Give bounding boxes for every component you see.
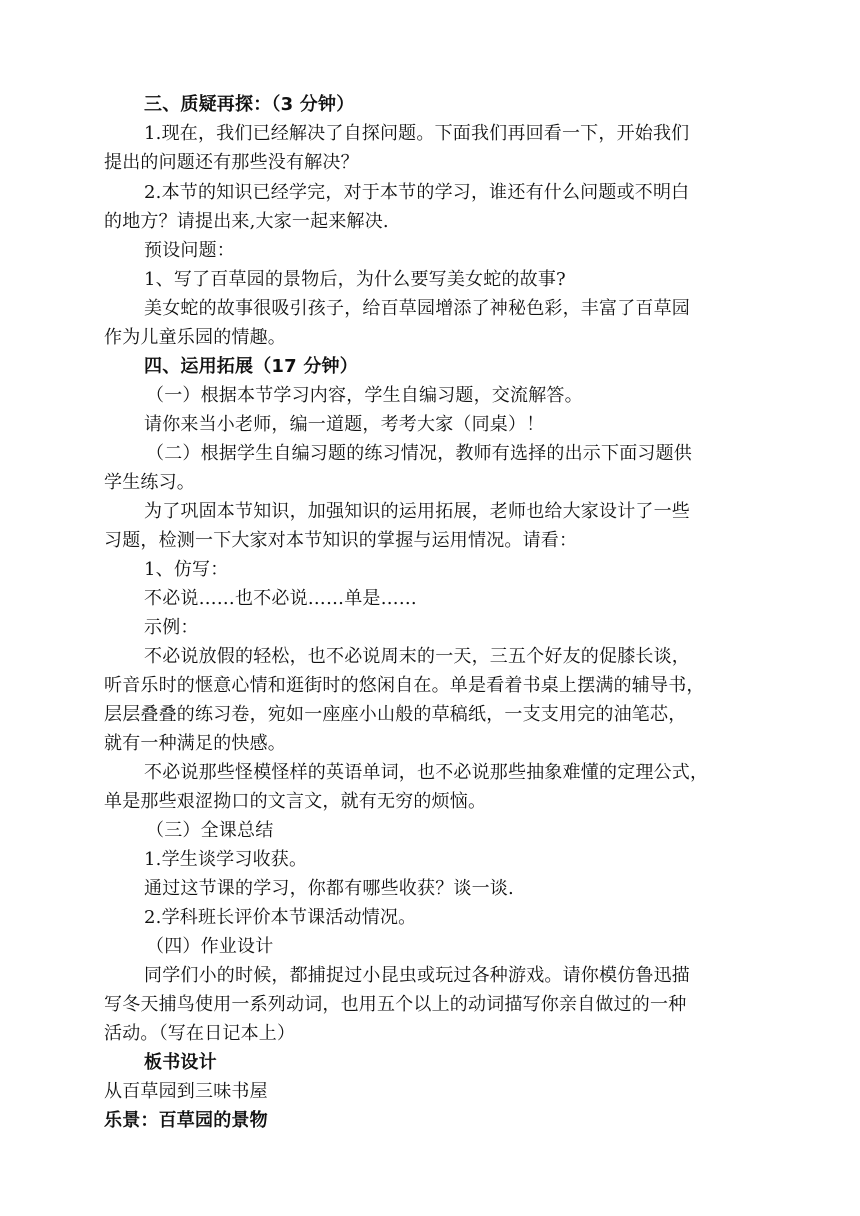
- paragraph-line: 预设问题：: [144, 240, 235, 261]
- paragraph-line: （三）全课总结: [146, 820, 274, 841]
- paragraph-line: 请你来当小老师，编一道题，考考大家（同桌）！: [144, 414, 545, 435]
- paragraph-line: 单是那些艰涩拗口的文言文，就有无穷的烦恼。: [104, 791, 487, 812]
- paragraph-line: 作为儿童乐园的情趣。: [104, 327, 286, 348]
- paragraph-line: 2.本节的知识已经学完，对于本节的学习，谁还有什么问题或不明白: [144, 182, 690, 203]
- paragraph-line: 1.现在，我们已经解决了自探问题。下面我们再回看一下，开始我们: [144, 123, 690, 144]
- paragraph-line: 不必说放假的轻松，也不必说周末的一天，三五个好友的促膝长谈，: [144, 646, 690, 667]
- board-line-bold: 乐景：百草园的景物: [104, 1110, 268, 1131]
- paragraph-line: （二）根据学生自编习题的练习情况，教师有选择的出示下面习题供: [146, 443, 692, 464]
- paragraph-line: （四）作业设计: [146, 936, 274, 957]
- paragraph-line: 美女蛇的故事很吸引孩子，给百草园增添了神秘色彩，丰富了百草园: [144, 298, 690, 319]
- paragraph-line: （一）根据本节学习内容，学生自编习题，交流解答。: [146, 385, 583, 406]
- board-design-heading: 板书设计: [144, 1052, 217, 1073]
- paragraph-line: 为了巩固本节知识，加强知识的运用拓展，老师也给大家设计了一些: [144, 501, 690, 522]
- paragraph-line: 通过这节课的学习，你都有哪些收获？谈一谈.: [144, 878, 514, 899]
- section-4-heading: 四、运用拓展（17 分钟）: [144, 356, 358, 377]
- board-line: 从百草园到三味书屋: [104, 1081, 268, 1102]
- paragraph-line: 的地方？请提出来,大家一起来解决.: [104, 211, 389, 232]
- paragraph-line: 提出的问题还有那些没有解决？: [104, 152, 359, 173]
- paragraph-line: 习题，检测一下大家对本节知识的掌握与运用情况。请看：: [104, 530, 578, 551]
- paragraph-line: 就有一种满足的快感。: [104, 733, 286, 754]
- paragraph-line: 同学们小的时候，都捕捉过小昆虫或玩过各种游戏。请你模仿鲁迅描: [144, 965, 690, 986]
- paragraph-line: 示例：: [144, 617, 199, 638]
- paragraph-line: 学生练习。: [104, 472, 195, 493]
- paragraph-line: 活动。（写在日记本上）: [104, 1023, 296, 1044]
- paragraph-line: 1、写了百草园的景物后，为什么要写美女蛇的故事?: [144, 269, 566, 290]
- paragraph-line: 不必说……也不必说……单是……: [144, 588, 417, 609]
- paragraph-line: 听音乐时的惬意心情和逛街时的悠闲自在。单是看着书桌上摆满的辅导书，: [104, 675, 705, 696]
- paragraph-line: 1、仿写：: [144, 559, 229, 580]
- paragraph-line: 写冬天捕鸟使用一系列动词，也用五个以上的动词描写你亲自做过的一种: [104, 994, 687, 1015]
- paragraph-line: 1.学生谈学习收获。: [144, 849, 308, 870]
- section-3-heading: 三、质疑再探：（3 分钟）: [144, 94, 355, 115]
- paragraph-line: 不必说那些怪模怪样的英语单词，也不必说那些抽象难懂的定理公式，: [144, 762, 709, 783]
- paragraph-line: 2.学科班长评价本节课活动情况。: [144, 907, 417, 928]
- paragraph-line: 层层叠叠的练习卷，宛如一座座小山般的草稿纸，一支支用完的油笔芯，: [104, 704, 687, 725]
